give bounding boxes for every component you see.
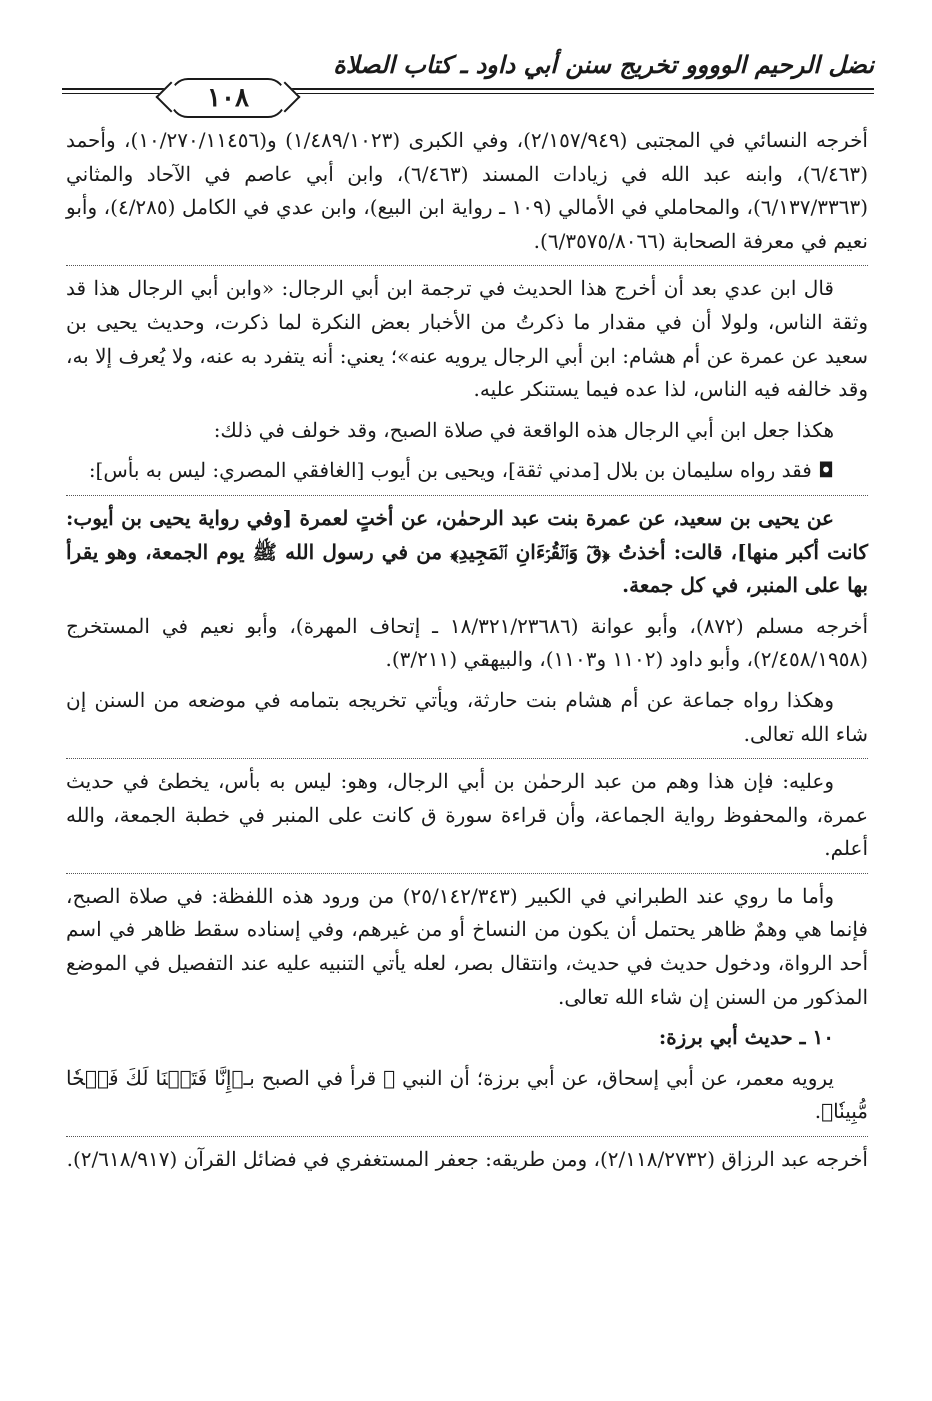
page-number: ١٠٨ [207,83,249,113]
header-rule-left [62,88,170,90]
running-title: نضل الرحيم الوووو تخريج سنن أبي داود ـ كتاب الصلاة [333,50,874,79]
paragraph-muslim-citation: أخرجه مسلم (٨٧٢)، وأبو عوانة (١٨/٣٢١/٢٣٦٨٦ ـ إتحاف المهرة)، وأبو نعيم في المستخرج (٢/٤٥٨/١٩٥٨)، وأبو داود (١١٠٢ و١١٠٣)، والبيهقي (٣/٢١١). [66,613,868,672]
paragraph-abu-barza: يرويه معمر، عن أبي إسحاق، عن أبي برزة؛ أن النبي ﷺ قرأ في الصبح بـ﴿إِنَّا فَتَحۡنَا لَكَ فَتۡحٗا مُّبِينٗا﴾. [66,1065,868,1124]
header-rule-left-thin [62,93,170,94]
paragraph-separator [66,873,868,874]
paragraph-separator [66,265,868,266]
paragraph-contradiction: هكذا جعل ابن أبي الرجال هذه الواقعة في صلاة الصبح، وقد خولف في ذلك: [213,417,834,442]
paragraph-separator [66,1136,868,1137]
header-rule-right [282,88,874,90]
page-body [66,124,868,1184]
paragraph-ibn-adi: قال ابن عدي بعد أن أخرج هذا الحديث في ترجمة ابن أبي الرجال: «وابن أبي الرجال هذا قد وثقة الناس، ولولا أن في مقدار ما ذكرتُ من الأخبار بعض النكرة لما ذكرت، وحديث يحيى بن سعيد عن عمرة عن أم هشام: ابن أبي الرجال يرويه عنه»؛ يعني: أنه يتفرد به عنه، ولا يُعرف إلا به، وقد خالفه فيه الناس، لذا عده فيما يستنكر عليه. [66,276,868,402]
header-rule-right-thin [282,93,874,94]
paragraph-narration-chain: ◘ فقد رواه سليمان بن بلال [مدني ثقة]، ويحيى بن أيوب [الغافقي المصري: ليس به بأس]: [88,458,834,483]
paragraph-jamaa: وهكذا رواه جماعة عن أم هشام بنت حارثة، ويأتي تخريجه بتمامه في موضعه من السنن إن شاء الله تعالى. [66,687,868,746]
paragraph-abdulrazzaq: أخرجه عبد الرزاق (٢/١١٨/٢٧٣٢)، ومن طريقه: جعفر المستغفري في فضائل القرآن (٢/٦١٨/٩١٧). [66,1147,868,1172]
paragraph-citation: أخرجه النسائي في المجتبى (٢/١٥٧/٩٤٩)، وفي الكبرى (١/٤٨٩/١٠٢٣) و(١٠/٢٧٠/١١٤٥٦)، وأحمد (٦/٤٦٣)، وابنه عبد الله في زيادات المسند (٦/٤٦٣)، وابن أبي عاصم في الآحاد والمثاني (٦/١٣٧/٣٣٦٣)، والمحاملي في الأمالي (١٠٩ ـ رواية ابن البيع)، وابن عدي في الكامل (٤/٢٨٥)، وأبو نعيم في معرفة الصحابة (٦/٣٥٧٥/٨٠٦٦). [66,128,869,253]
paragraph-tabarani: وأما ما روي عند الطبراني في الكبير (٢٥/١٤٢/٣٤٣) من ورود هذه اللفظة: في صلاة الصبح، فإنما هي وهمٌ ظاهر يحتمل أن يكون من النساخ أو من غيرهم، وفي إسناده سقط ظاهر في اسم أحد الرواة، ودخول حديث في حديث، وانتقال بصر، لعله يأتي التنبيه عليه عند التفصيل في الموضع المذكور من السنن إن شاء الله تعالى. [66,883,869,1009]
section-heading: ١٠ ـ حديث أبي برزة: [658,1025,834,1050]
paragraph-conclusion: وعليه: فإن هذا وهم من عبد الرحمٰن بن أبي الرجال، وهو: ليس به بأس، يخطئ في حديث عمرة، والمحفوظ رواية الجماعة، وأن قراءة سورة ق كانت على المنبر في خطبة الجمعة، والله أعلم. [66,769,868,861]
paragraph-hadith-text: عن يحيى بن سعيد، عن عمرة بنت عبد الرحمٰن، عن أختٍ لعمرة [وفي رواية يحيى بن أيوب: كانت أكبر منها]، قالت: أخذتُ ﴿قٓ وَٱلۡقُرۡءَانِ ٱلۡمَجِيدِ﴾ من في رسول الله ﷺ يوم الجمعة، وهو يقرأ بها على المنبر، في كل جمعة. [66,505,868,598]
page-header [62,50,874,113]
paragraph-separator [66,758,868,759]
page-number-badge [170,78,286,118]
paragraph-separator [66,495,868,496]
